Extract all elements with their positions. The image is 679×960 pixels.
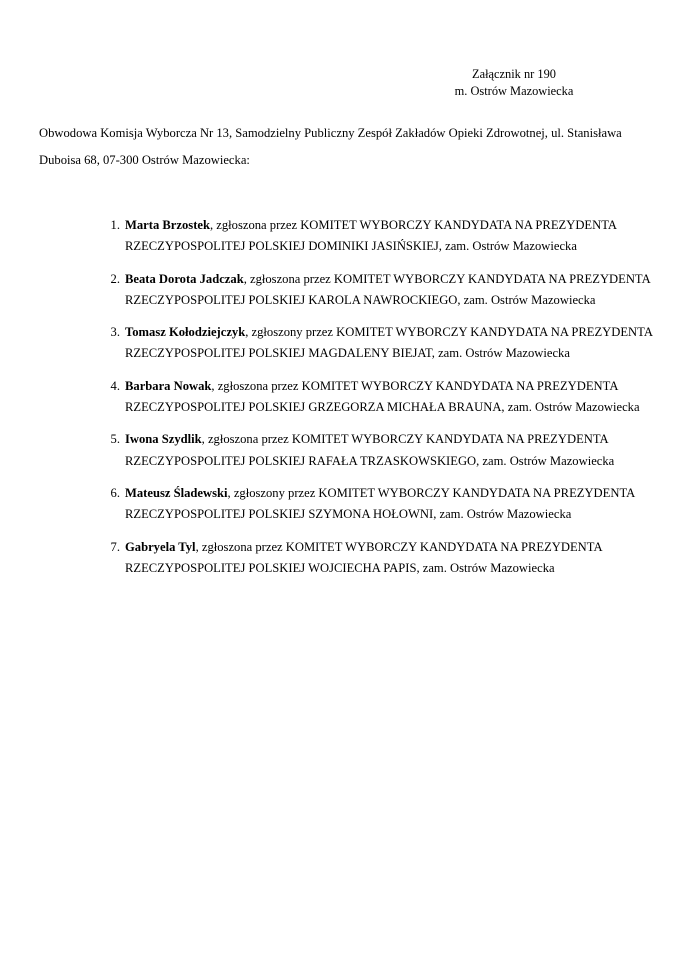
member-details: , zgłoszony przez KOMITET WYBORCZY KANDYDATA NA PREZYDENTA RZECZYPOSPOLITEJ POLSKIEJ MAGDALENY BIEJAT, zam. Ostrów Mazowiecka [125, 325, 653, 361]
list-item-number: 5. [110, 432, 120, 447]
member-name: Gabryela Tyl [125, 539, 196, 554]
list-item [79, 537, 679, 580]
member-details: , zgłoszona przez KOMITET WYBORCZY KANDYDATA NA PREZYDENTA RZECZYPOSPOLITEJ POLSKIEJ DOMINIKI JASIŃSKIEJ, zam. Ostrów Mazowiecka [125, 218, 617, 254]
member-name: Marta Brzostek [125, 218, 210, 232]
member-details: , zgłoszona przez KOMITET WYBORCZY KANDYDATA NA PREZYDENTA RZECZYPOSPOLITEJ POLSKIEJ WOJCIECHA PAPIS, zam. Ostrów Mazowiecka [125, 539, 602, 575]
member-name: Beata Dorota Jadczak [125, 271, 244, 286]
list-item-number: 6. [110, 485, 120, 500]
member-details: , zgłoszona przez KOMITET WYBORCZY KANDYDATA NA PREZYDENTA RZECZYPOSPOLITEJ POLSKIEJ KAROLA NAWROCKIEGO, zam. Ostrów Mazowiecka [125, 271, 651, 307]
member-name: Barbara Nowak [125, 378, 212, 393]
list-item [79, 215, 679, 258]
member-details: , zgłoszona przez KOMITET WYBORCZY KANDYDATA NA PREZYDENTA RZECZYPOSPOLITEJ POLSKIEJ GRZEGORZA MICHAŁA BRAUNA, zam. Ostrów Mazowiecka [125, 378, 640, 415]
list-item-number: 1. [110, 218, 120, 232]
list-item [79, 483, 679, 526]
commission-intro-paragraph: Obwodowa Komisja Wyborcza Nr 13, Samodzielny Publiczny Zespół Zakładów Opieki Zdrowotnej, ul. Stanisława Duboisa 68, 07-300 Ostrów Mazowiecka: [39, 126, 622, 167]
list-item [79, 429, 679, 472]
member-details: , zgłoszony przez KOMITET WYBORCZY KANDYDATA NA PREZYDENTA RZECZYPOSPOLITEJ POLSKIEJ SZYMONA HOŁOWNI, zam. Ostrów Mazowiecka [125, 485, 635, 522]
commission-members-list [39, 215, 679, 579]
member-name: Tomasz Kołodziejczyk [125, 325, 246, 340]
list-item [79, 269, 679, 312]
document-header [384, 66, 644, 100]
member-name: Iwona Szydlik [125, 432, 202, 447]
list-item-number: 3. [110, 325, 120, 340]
list-item [79, 376, 679, 419]
attachment-number: Załącznik nr 190 [472, 67, 556, 81]
municipality-name: m. Ostrów Mazowiecka [454, 84, 574, 98]
list-item-number: 4. [110, 378, 120, 393]
member-name: Mateusz Śladewski [125, 485, 228, 500]
member-details: , zgłoszona przez KOMITET WYBORCZY KANDYDATA NA PREZYDENTA RZECZYPOSPOLITEJ POLSKIEJ RAFAŁA TRZASKOWSKIEGO, zam. Ostrów Mazowiecka [125, 432, 615, 468]
list-item [79, 322, 679, 365]
list-item-number: 7. [110, 539, 120, 554]
list-item-number: 2. [110, 271, 120, 286]
